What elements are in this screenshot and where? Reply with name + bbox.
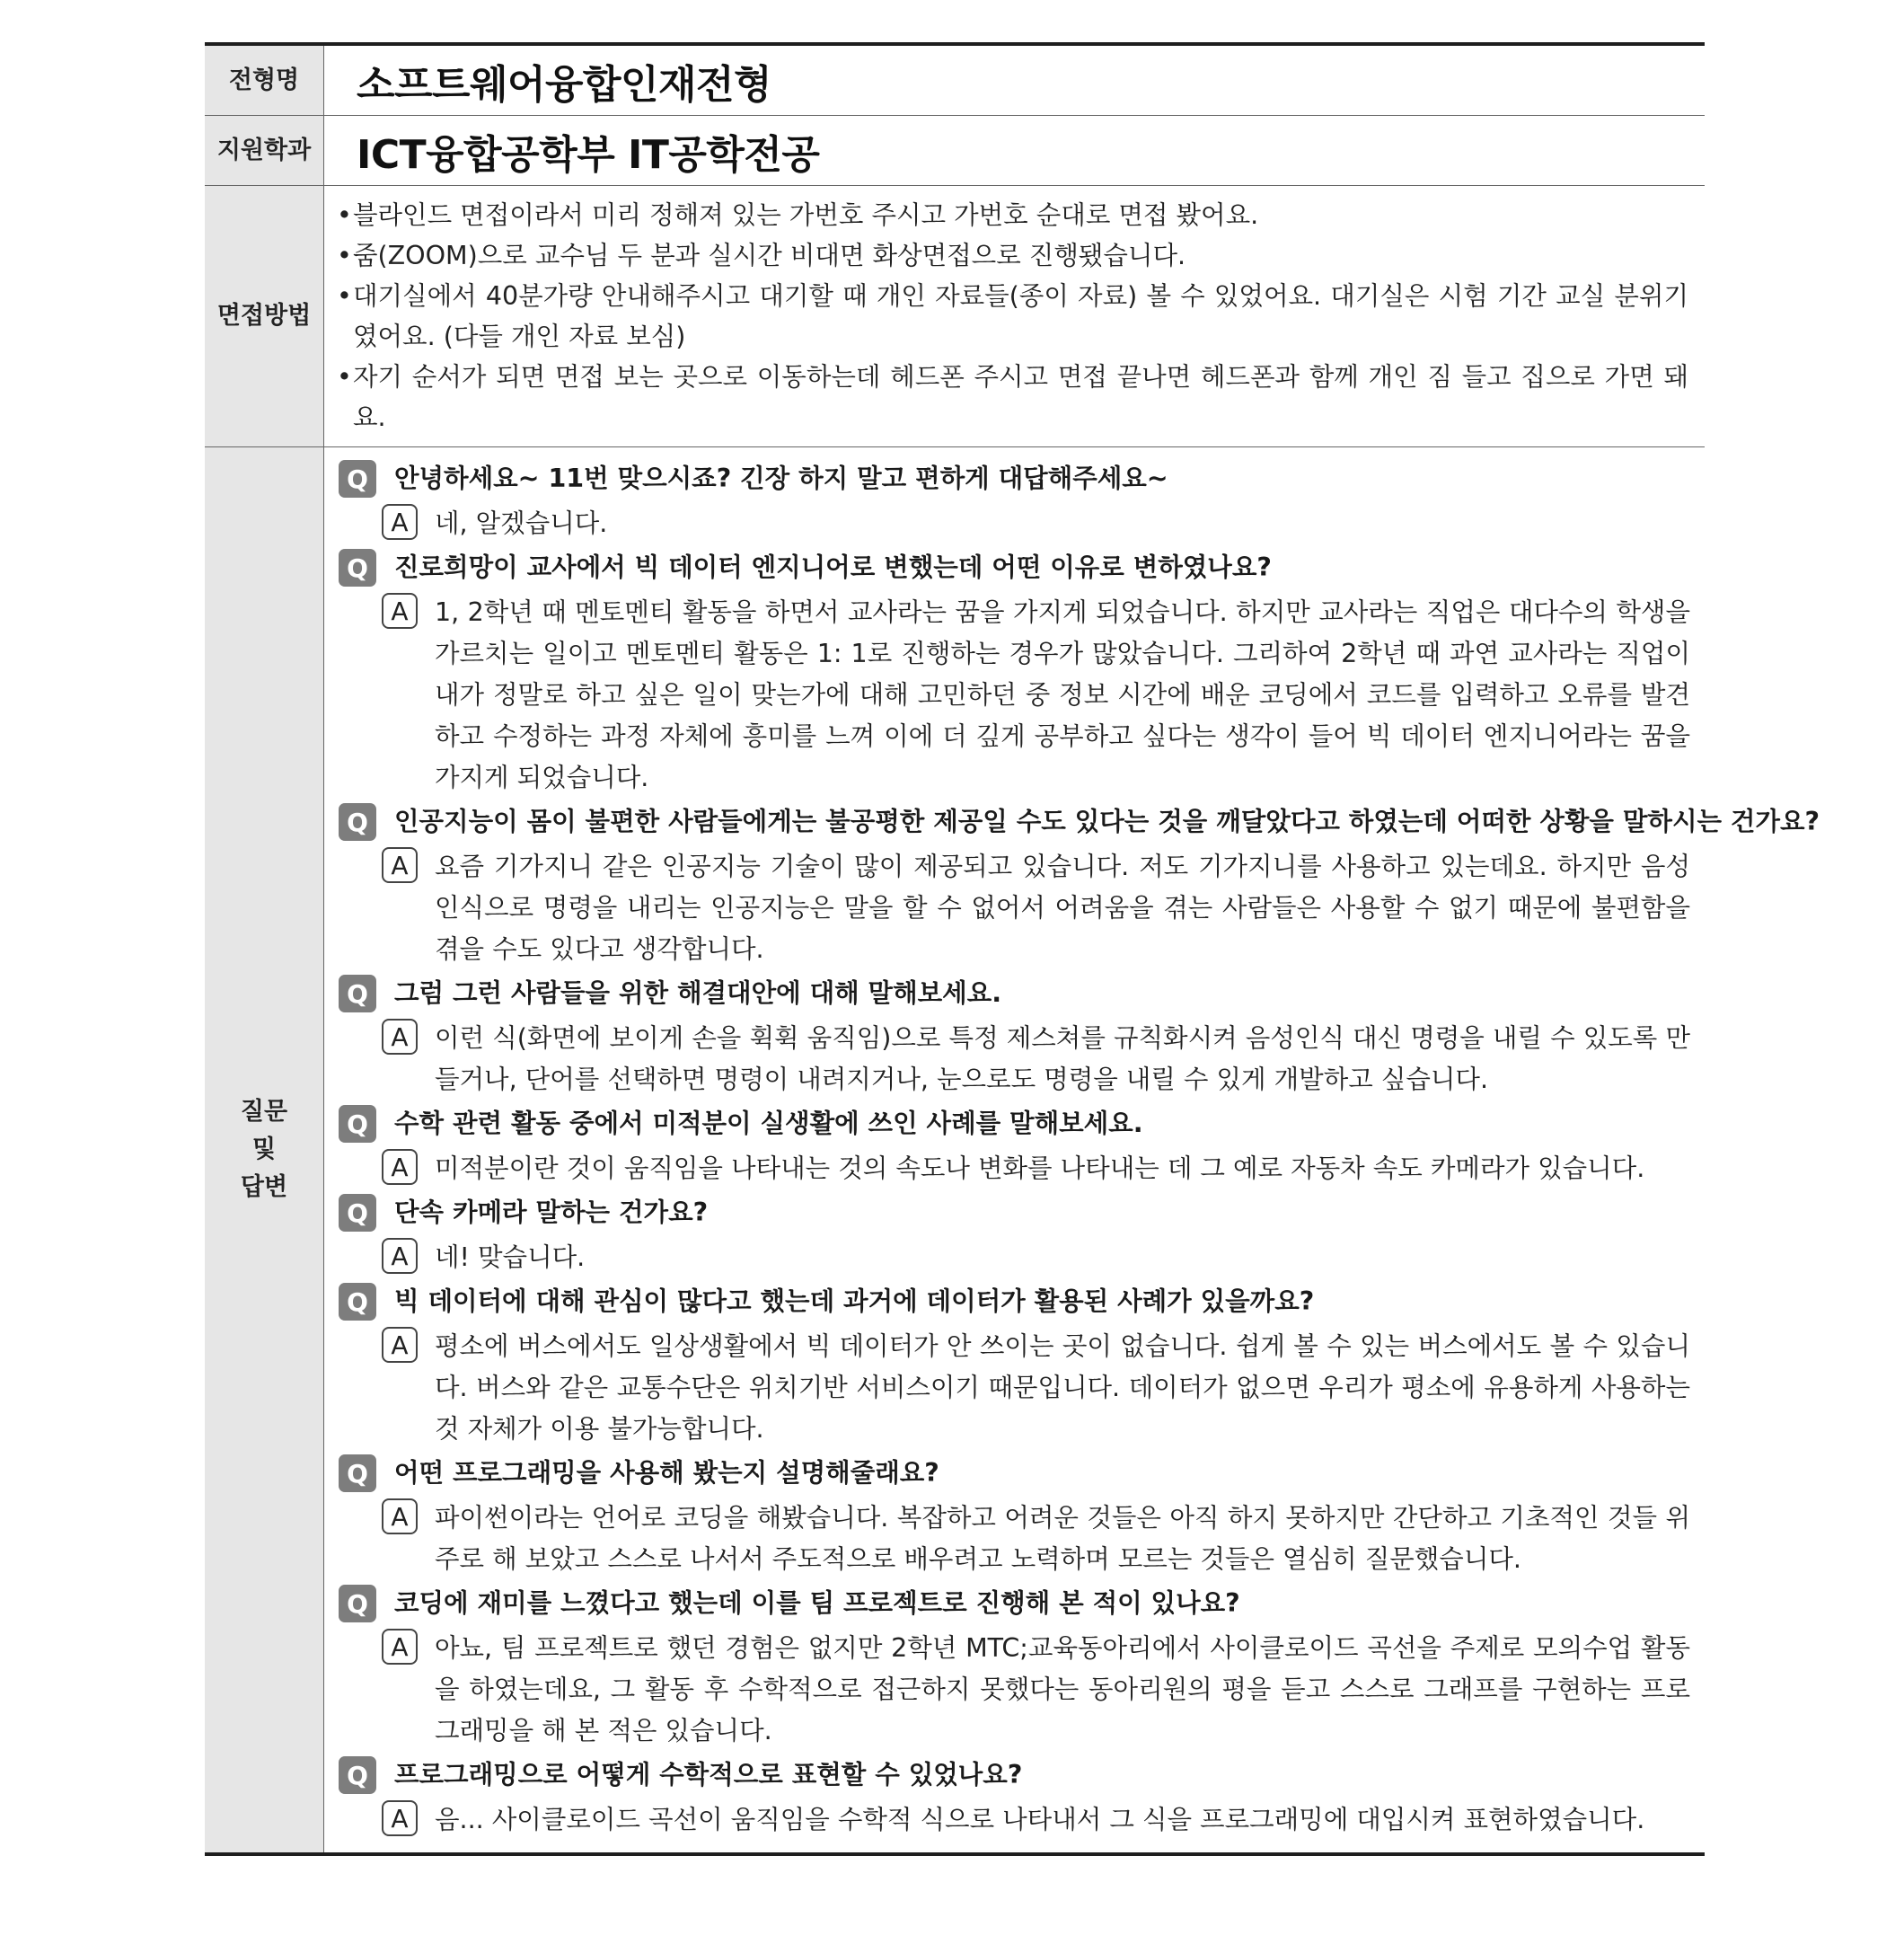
answer-5 bbox=[382, 1148, 1690, 1189]
question-6 bbox=[339, 1194, 1690, 1232]
question-text: 빅 데이터에 대해 관심이 많다고 했는데 과거에 데이터가 활용된 사례가 있을까요? bbox=[394, 1286, 1315, 1316]
answer-1 bbox=[382, 503, 1690, 544]
bullet-icon: • bbox=[337, 200, 352, 230]
method-item bbox=[337, 195, 1688, 235]
question-icon: Q bbox=[339, 1756, 376, 1794]
qa-row bbox=[205, 447, 1820, 1852]
method-item-text: 줌(ZOOM)으로 교수님 두 분과 실시간 비대면 화상면접으로 진행됐습니다. bbox=[353, 241, 1186, 270]
answer-10 bbox=[382, 1799, 1690, 1841]
admission-type-value: 소프트웨어융합인재전형 bbox=[357, 61, 772, 108]
answer-text: 네, 알겠습니다. bbox=[435, 508, 608, 538]
qa-list bbox=[324, 447, 1820, 1852]
question-1 bbox=[339, 460, 1690, 498]
answer-4 bbox=[382, 1018, 1690, 1100]
answer-icon: A bbox=[382, 847, 418, 883]
answer-9 bbox=[382, 1628, 1690, 1752]
question-text: 어떤 프로그래밍을 사용해 봤는지 설명해줄래요? bbox=[394, 1458, 939, 1488]
method-item bbox=[337, 357, 1688, 437]
question-text: 그럼 그런 사람들을 위한 해결대안에 대해 말해보세요. bbox=[394, 978, 1002, 1008]
answer-text: 미적분이란 것이 움직임을 나타내는 것의 속도나 변화를 나타내는 데 그 예로 자동차 속도 카메라가 있습니다. bbox=[435, 1153, 1645, 1183]
question-icon: Q bbox=[339, 803, 376, 841]
answer-icon: A bbox=[382, 1149, 418, 1185]
question-icon: Q bbox=[339, 549, 376, 587]
answer-icon: A bbox=[382, 1019, 418, 1055]
answer-text: 요즘 기가지니 같은 인공지능 기술이 많이 제공되고 있습니다. 저도 기가지니를 사용하고 있는데요. 하지만 음성인식으로 명령을 내리는 인공지능은 말을 할 수 없어서 어려움을 겪는 사람들은 사용할 수 없기 때문에 불편함을 겪을 수도 있다고 생각합니다. bbox=[435, 852, 1690, 964]
answer-icon: A bbox=[382, 1238, 418, 1274]
answer-icon: A bbox=[382, 1327, 418, 1363]
answer-icon: A bbox=[382, 1800, 418, 1836]
question-text: 수학 관련 활동 중에서 미적분이 실생활에 쓰인 사례를 말해보세요. bbox=[394, 1109, 1143, 1138]
method-item bbox=[337, 276, 1688, 357]
answer-icon: A bbox=[382, 504, 418, 540]
question-10 bbox=[339, 1756, 1690, 1794]
question-3 bbox=[339, 803, 1820, 841]
answer-6 bbox=[382, 1237, 1690, 1278]
question-9 bbox=[339, 1585, 1690, 1622]
question-icon: Q bbox=[339, 975, 376, 1012]
answer-8 bbox=[382, 1498, 1690, 1580]
interview-method-label: 면접방법 bbox=[205, 186, 324, 446]
interview-report-table bbox=[205, 42, 1820, 1856]
question-icon: Q bbox=[339, 1283, 376, 1321]
answer-3 bbox=[382, 846, 1690, 970]
question-2 bbox=[339, 549, 1690, 587]
question-icon: Q bbox=[339, 1194, 376, 1232]
department-label: 지원학과 bbox=[205, 116, 324, 185]
question-text: 인공지능이 몸이 불편한 사람들에게는 불공평한 제공일 수도 있다는 것을 깨달았다고 하였는데 어떠한 상황을 말하시는 건가요? bbox=[394, 807, 1820, 836]
interview-method-row bbox=[205, 186, 1705, 447]
admission-type-row bbox=[205, 46, 1705, 116]
answer-icon: A bbox=[382, 593, 418, 629]
bullet-icon: • bbox=[337, 362, 352, 392]
bullet-icon: • bbox=[337, 281, 352, 311]
question-icon: Q bbox=[339, 1454, 376, 1492]
method-item-text: 블라인드 면접이라서 미리 정해져 있는 가번호 주시고 가번호 순대로 면접 봤어요. bbox=[353, 200, 1259, 230]
answer-text: 네! 맞습니다. bbox=[435, 1242, 586, 1272]
answer-icon: A bbox=[382, 1629, 418, 1665]
method-item-text: 자기 순서가 되면 면접 보는 곳으로 이동하는데 헤드폰 주시고 면접 끝나면 헤드폰과 함께 개인 짐 들고 집으로 가면 돼요. bbox=[353, 362, 1688, 432]
question-7 bbox=[339, 1283, 1690, 1321]
question-8 bbox=[339, 1454, 1690, 1492]
method-item-text: 대기실에서 40분가량 안내해주시고 대기할 때 개인 자료들(종이 자료) 볼 수 있었어요. 대기실은 시험 기간 교실 분위기였어요. (다들 개인 자료 보심) bbox=[353, 281, 1688, 351]
question-icon: Q bbox=[339, 460, 376, 498]
question-text: 진로희망이 교사에서 빅 데이터 엔지니어로 변했는데 어떤 이유로 변하였나요? bbox=[394, 552, 1272, 582]
question-text: 단속 카메라 말하는 건가요? bbox=[394, 1197, 709, 1227]
answer-2 bbox=[382, 592, 1690, 799]
question-icon: Q bbox=[339, 1105, 376, 1143]
answer-text: 1, 2학년 때 멘토멘티 활동을 하면서 교사라는 꿈을 가지게 되었습니다. 하지만 교사라는 직업은 대다수의 학생을 가르치는 일이고 멘토멘티 활동은 1: 1로 진행하는 경우가 많았습니다. 그리하여 2학년 때 과연 교사라는 직업이 내가 정말로 하고 싶은 일이 맞는가에 대해 고민하던 중 정보 시간에 배운 코딩에서 코드를 입력하고 오류를 발견하고 수정하는 과정 자체에 흥미를 느껴 이에 더 깊게 공부하고 싶다는 생각이 들어 빅 데이터 엔지니어라는 꿈을 가지게 되었습니다. bbox=[435, 597, 1690, 792]
interview-method-list bbox=[324, 186, 1705, 446]
answer-icon: A bbox=[382, 1498, 418, 1534]
question-5 bbox=[339, 1105, 1690, 1143]
answer-text: 음... 사이클로이드 곡선이 움직임을 수학적 식으로 나타내서 그 식을 프로그래밍에 대입시켜 표현하였습니다. bbox=[435, 1805, 1645, 1834]
bullet-icon: • bbox=[337, 241, 352, 270]
question-text: 프로그래밍으로 어떻게 수학적으로 표현할 수 있었나요? bbox=[394, 1760, 1023, 1790]
answer-7 bbox=[382, 1326, 1690, 1450]
question-icon: Q bbox=[339, 1585, 376, 1622]
department-value: ICT융합공학부 IT공학전공 bbox=[357, 131, 820, 178]
method-item bbox=[337, 235, 1688, 276]
answer-text: 평소에 버스에서도 일상생활에서 빅 데이터가 안 쓰이는 곳이 없습니다. 쉽게 볼 수 있는 버스에서도 볼 수 있습니다. 버스와 같은 교통수단은 위치기반 서비스이기 때문입니다. 데이터가 없으면 우리가 평소에 유용하게 사용하는 것 자체가 이용 불가능합니다. bbox=[435, 1331, 1690, 1444]
answer-text: 아뇨, 팀 프로젝트로 했던 경험은 없지만 2학년 MTC;교육동아리에서 사이클로이드 곡선을 주제로 모의수업 활동을 하였는데요, 그 활동 후 수학적으로 접근하지 못했다는 동아리원의 평을 듣고 스스로 그래프를 구현하는 프로그래밍을 해 본 적은 있습니다. bbox=[435, 1633, 1690, 1745]
admission-type-label: 전형명 bbox=[205, 46, 324, 115]
department-row bbox=[205, 116, 1705, 186]
answer-text: 이런 식(화면에 보이게 손을 휙휙 움직임)으로 특정 제스쳐를 규칙화시켜 음성인식 대신 명령을 내릴 수 있도록 만들거나, 단어를 선택하면 명령이 내려지거나, 눈으로도 명령을 내릴 수 있게 개발하고 싶습니다. bbox=[435, 1023, 1690, 1094]
question-text: 코딩에 재미를 느꼈다고 했는데 이를 팀 프로젝트로 진행해 본 적이 있나요? bbox=[394, 1588, 1240, 1618]
answer-text: 파이썬이라는 언어로 코딩을 해봤습니다. 복잡하고 어려운 것들은 아직 하지 못하지만 간단하고 기초적인 것들 위주로 해 보았고 스스로 나서서 주도적으로 배우려고 노력하며 모르는 것들은 열심히 질문했습니다. bbox=[435, 1503, 1690, 1574]
question-4 bbox=[339, 975, 1690, 1012]
qa-label: 질문 및 답변 bbox=[205, 447, 324, 1852]
question-text: 안녕하세요~ 11번 맞으시죠? 긴장 하지 말고 편하게 대답해주세요~ bbox=[394, 464, 1168, 493]
